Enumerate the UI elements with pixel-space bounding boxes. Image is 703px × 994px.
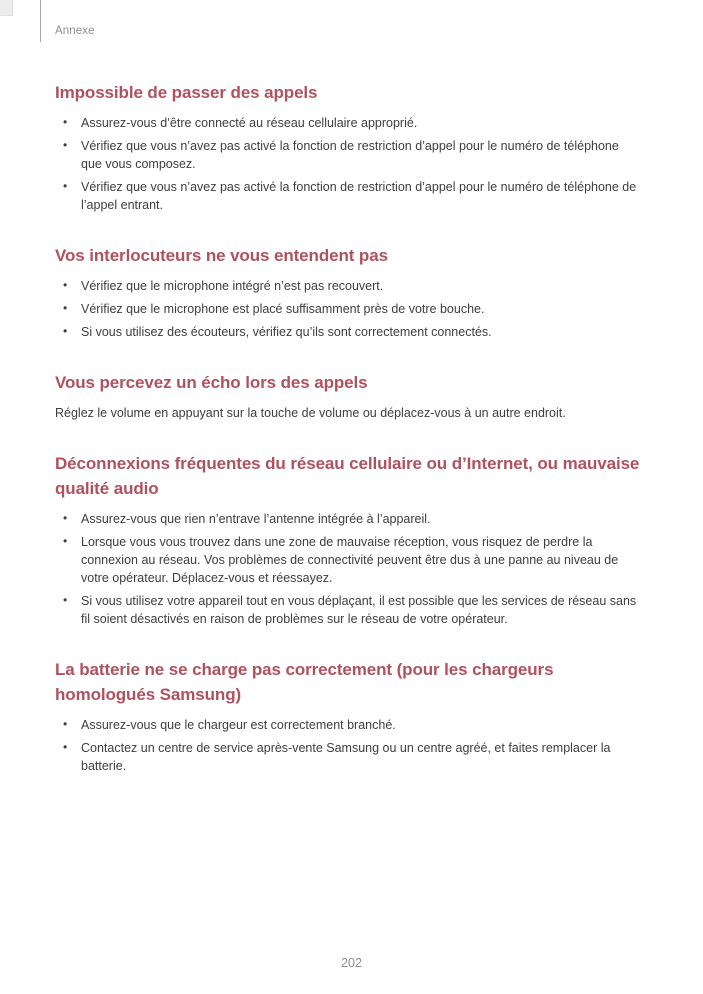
- bullet-item: [55, 533, 643, 587]
- bullet-item: [55, 300, 643, 318]
- bullet-item: [55, 510, 643, 528]
- bullet-list: [55, 510, 643, 628]
- bullet-text: Assurez-vous d’être connecté au réseau cellulaire approprié.: [81, 116, 418, 130]
- troubleshooting-section: [55, 80, 643, 214]
- header-vertical-rule: [40, 0, 41, 42]
- bullet-text: Lorsque vous vous trouvez dans une zone de mauvaise réception, vous risquez de perdre la connexion au réseau. Vos problèmes de connectivité peuvent être dus à une panne au niveau de votre opérateur. Déplacez-vous et réessayez.: [81, 535, 619, 585]
- section-heading: Impossible de passer des appels: [55, 83, 318, 102]
- bullet-item: [55, 277, 643, 295]
- running-header-chapter-label: Annexe: [55, 25, 95, 37]
- troubleshooting-section: [55, 451, 643, 628]
- section-heading: Déconnexions fréquentes du réseau cellulaire ou d’Internet, ou mauvaise qualité audio: [55, 454, 640, 498]
- bullet-text: Vérifiez que le microphone est placé suffisamment près de votre bouche.: [81, 302, 485, 316]
- bullet-item: [55, 323, 643, 341]
- bullet-text: Vérifiez que vous n’avez pas activé la fonction de restriction d’appel pour le numéro de téléphone que vous composez.: [81, 139, 619, 171]
- troubleshooting-section: [55, 370, 643, 422]
- bullet-text: Vérifiez que le microphone intégré n’est pas recouvert.: [81, 279, 384, 293]
- bullet-list: [55, 716, 643, 775]
- page-content: [55, 0, 643, 780]
- bullet-item: [55, 739, 643, 775]
- bullet-list: [55, 114, 643, 214]
- bullet-item: [55, 178, 643, 214]
- page-number: 202: [341, 956, 362, 970]
- section-heading: La batterie ne se charge pas correctement (pour les chargeurs homologués Samsung): [55, 660, 554, 704]
- bullet-item: [55, 716, 643, 734]
- bullet-text: Si vous utilisez votre appareil tout en vous déplaçant, il est possible que les services de réseau sans fil soient désactivés en raison de problèmes sur le réseau de votre opérateur.: [81, 594, 637, 626]
- section-heading: Vous percevez un écho lors des appels: [55, 373, 368, 392]
- section-heading: Vos interlocuteurs ne vous entendent pas: [55, 246, 388, 265]
- bullet-text: Vérifiez que vous n’avez pas activé la fonction de restriction d’appel pour le numéro de téléphone de l’appel entrant.: [81, 180, 637, 212]
- page-corner-artifact: [0, 0, 13, 16]
- bullet-text: Assurez-vous que le chargeur est correctement branché.: [81, 718, 396, 732]
- troubleshooting-section: [55, 657, 643, 775]
- bullet-text: Contactez un centre de service après-vente Samsung ou un centre agréé, et faites remplacer la batterie.: [81, 741, 611, 773]
- troubleshooting-section: [55, 243, 643, 341]
- bullet-item: [55, 114, 643, 132]
- bullet-item: [55, 592, 643, 628]
- section-paragraph: Réglez le volume en appuyant sur la touche de volume ou déplacez-vous à un autre endroit.: [55, 406, 566, 420]
- bullet-list: [55, 277, 643, 341]
- bullet-text: Assurez-vous que rien n’entrave l’antenne intégrée à l’appareil.: [81, 512, 431, 526]
- bullet-text: Si vous utilisez des écouteurs, vérifiez qu’ils sont correctement connectés.: [81, 325, 492, 339]
- bullet-item: [55, 137, 643, 173]
